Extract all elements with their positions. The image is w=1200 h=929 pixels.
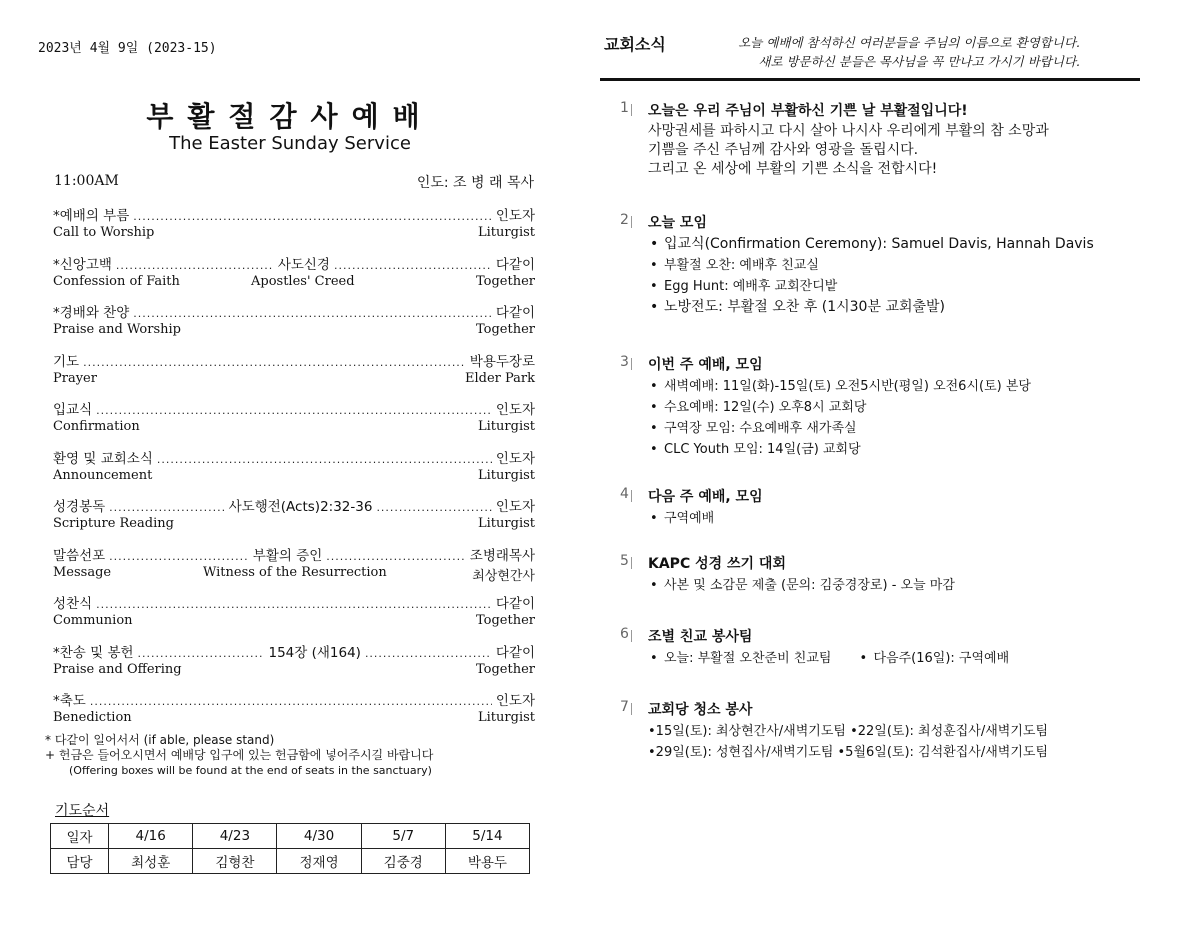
dot-leader xyxy=(376,501,491,514)
news-section-7 xyxy=(620,699,1048,763)
order-item-detail-english: Witness of the Resurrection xyxy=(203,564,387,580)
order-item-detail: 사도행전(Acts)2:32-36 xyxy=(228,499,373,515)
order-item-english: Communion xyxy=(53,613,133,628)
order-item-leader-english: 최상현간사 xyxy=(472,568,535,584)
dot-leader xyxy=(133,307,492,320)
news-section-5 xyxy=(620,553,955,596)
prayer-name-cell: 김중경 xyxy=(361,849,445,874)
order-item-leader-english: Elder Park xyxy=(464,370,535,386)
header-divider xyxy=(600,78,1140,81)
worship-order-page xyxy=(0,0,580,929)
list-item: • 노방전도: 부활절 오찬 후 (1시30분 교회출발) xyxy=(648,297,1094,318)
prayer-date-cell: 5/14 xyxy=(445,824,529,849)
list-item: • 사본 및 소감문 제출 (문의: 김중경장로) - 오늘 마감 xyxy=(648,575,955,596)
prayer-date-cell: 4/30 xyxy=(277,824,361,849)
order-item-leader: 다같이 xyxy=(495,305,535,321)
order-item-leader: 다같이 xyxy=(495,256,535,273)
news-section-2 xyxy=(620,212,1094,318)
order-item-korean: *예배의 부름 xyxy=(53,208,130,224)
news-section-3 xyxy=(620,354,1031,460)
section-number: 4 xyxy=(620,486,640,502)
order-item-detail: 사도신경 xyxy=(277,256,330,273)
order-item-korean: *경배와 찬양 xyxy=(53,305,130,321)
order-item-leader: 인도자 xyxy=(495,402,535,418)
order-item-leader-english: Together xyxy=(475,661,535,677)
order-item-korean: *축도 xyxy=(53,693,86,709)
order-item-leader-english: Together xyxy=(475,613,535,628)
news-section-6 xyxy=(620,626,1009,669)
order-item-leader: 인도자 xyxy=(495,693,535,709)
section-number: 7 xyxy=(620,699,640,715)
service-title-english: The Easter Sunday Service xyxy=(169,133,411,154)
order-item xyxy=(53,350,535,399)
body-line: 사망권세를 파하시고 다시 살아 나시사 우리에게 부활의 참 소망과 xyxy=(648,123,1049,139)
service-leader: 인도: 조 병 래 목사 xyxy=(416,175,534,191)
dot-leader xyxy=(90,695,492,708)
section-list xyxy=(648,376,1031,460)
list-item: • 구역예배 xyxy=(648,508,763,529)
list-item: • 구역장 모임: 수요예배후 새가족실 xyxy=(648,418,1031,439)
order-item xyxy=(53,447,535,496)
order-item xyxy=(53,204,535,253)
order-item-detail-english: Apostles' Creed xyxy=(251,273,355,289)
dot-leader xyxy=(109,550,249,563)
note-stand: * 다같이 일어서서 (if able, please stand) xyxy=(45,733,275,747)
service-notes xyxy=(45,733,433,778)
prayer-date-cell: 4/23 xyxy=(193,824,277,849)
dot-leader xyxy=(138,647,265,660)
prayer-date-cell: 4/16 xyxy=(109,824,193,849)
order-item-leader-english: Together xyxy=(475,322,535,337)
welcome-message xyxy=(710,33,1080,71)
order-of-worship xyxy=(53,204,535,738)
section-list xyxy=(648,575,955,596)
body-line: 그리고 온 세상에 부활의 기쁜 소식을 전합시다! xyxy=(648,161,938,177)
dot-leader xyxy=(365,647,492,660)
order-item-korean: 환영 및 교회소식 xyxy=(53,450,153,467)
news-section-1 xyxy=(620,100,1049,179)
list-item: • 새벽예배: 11일(화)-15일(토) 오전5시반(평일) 오전6시(토) 본당 xyxy=(648,376,1031,397)
order-item-leader-english: Liturgist xyxy=(478,419,535,434)
list-item: • Egg Hunt: 예배후 교회잔디밭 xyxy=(648,276,1094,297)
welcome-line-1: 오늘 예배에 참석하신 여러분들을 주님의 이름으로 환영합니다. xyxy=(738,35,1080,50)
order-item-english: Praise and Offering xyxy=(53,661,182,677)
prayer-name-cell: 담당 xyxy=(51,849,109,874)
prayer-schedule-table xyxy=(50,823,530,874)
prayer-date-cell: 일자 xyxy=(51,824,109,849)
order-item-detail: 154장 (새164) xyxy=(268,644,361,661)
list-item: • 수요예배: 12일(수) 오후8시 교회당 xyxy=(648,397,1031,418)
order-item xyxy=(53,398,535,447)
list-item: • 입교식(Confirmation Ceremony): Samuel Davis, Hannah Davis xyxy=(648,234,1094,255)
order-item-english: Announcement xyxy=(53,467,153,483)
order-item-english: Message xyxy=(53,564,112,580)
section-body xyxy=(648,122,1049,179)
prayer-schedule-dates-row xyxy=(51,824,530,849)
section-number: 6 xyxy=(620,626,640,642)
body-line: 기쁨을 주신 주님께 감사와 영광을 돌립시다. xyxy=(648,142,919,158)
section-heading: 오늘 모임 xyxy=(648,215,707,231)
section-number: 2 xyxy=(620,212,640,228)
section-heading: KAPC 성경 쓰기 대회 xyxy=(648,556,786,572)
section-heading: 조별 친교 봉사팀 xyxy=(648,629,753,645)
note-offering: + 헌금은 들어오시면서 예배당 입구에 있는 헌금함에 넣어주시길 바랍니다 xyxy=(45,748,434,762)
list-item: • 오늘: 부활절 오찬준비 친교팀 xyxy=(648,648,831,669)
dot-leader xyxy=(326,550,466,563)
order-item-leader: 박용두장로 xyxy=(469,353,535,370)
prayer-schedule-title: 기도순서 xyxy=(55,803,110,819)
order-item-leader-english: Liturgist xyxy=(478,467,535,483)
order-item-leader: 다같이 xyxy=(495,596,535,612)
dot-leader xyxy=(133,210,492,223)
prayer-name-cell: 박용두 xyxy=(445,849,529,874)
order-item-leader-english: Liturgist xyxy=(478,710,535,725)
order-item-leader: 조병래목사 xyxy=(469,547,535,564)
cleaning-row: •15일(토): 최상현간사/새벽기도팀 •22일(토): 최성훈집사/새벽기도팀 xyxy=(648,724,1049,739)
order-item xyxy=(53,592,535,641)
order-item-english: Confession of Faith xyxy=(53,273,180,289)
cleaning-row: •29일(토): 성현집사/새벽기도팀 •5월6일(토): 김석환집사/새벽기도팀 xyxy=(648,745,1049,760)
welcome-line-2: 새로 방문하신 분들은 목사님을 꼭 만나고 가시기 바랍니다. xyxy=(758,54,1080,69)
order-item-leader: 인도자 xyxy=(495,450,535,467)
order-item-english: Call to Worship xyxy=(53,225,155,240)
order-item-korean: *찬송 및 봉헌 xyxy=(53,644,134,661)
order-item-korean: 기도 xyxy=(53,353,80,370)
section-body xyxy=(648,721,1048,763)
dot-leader xyxy=(334,259,492,272)
prayer-date-cell: 5/7 xyxy=(361,824,445,849)
news-title: 교회소식 xyxy=(604,35,666,54)
order-item-korean: 입교식 xyxy=(53,402,93,418)
section-list xyxy=(648,508,763,529)
list-item: • 부활절 오찬: 예배후 친교실 xyxy=(648,255,1094,276)
dot-leader xyxy=(96,598,492,611)
section-number: 5 xyxy=(620,553,640,569)
order-item-korean: 말씀선포 xyxy=(53,547,106,564)
section-heading: 교회당 청소 봉사 xyxy=(648,702,753,718)
order-item-leader: 인도자 xyxy=(495,208,535,224)
prayer-schedule-names-row xyxy=(51,849,530,874)
order-item-leader-english: Together xyxy=(475,273,535,289)
order-item-leader: 다같이 xyxy=(495,644,535,661)
order-item xyxy=(53,253,535,302)
section-heading: 오늘은 우리 주님이 부활하신 기쁜 날 부활절입니다! xyxy=(648,103,968,119)
note-offering-english: (Offering boxes will be found at the end of seats in the sanctuary) xyxy=(69,764,432,777)
order-item xyxy=(53,495,535,544)
section-number: 3 xyxy=(620,354,640,370)
service-time: 11:00AM xyxy=(54,173,119,189)
dot-leader xyxy=(83,356,466,369)
order-item xyxy=(53,641,535,690)
section-heading: 다음 주 예배, 모임 xyxy=(648,489,763,505)
prayer-name-cell: 최성훈 xyxy=(109,849,193,874)
list-item: • CLC Youth 모임: 14일(금) 교회당 xyxy=(648,439,1031,460)
dot-leader xyxy=(109,501,224,514)
news-section-4 xyxy=(620,486,763,529)
order-item-detail: 부활의 증인 xyxy=(252,547,323,564)
order-item-leader-english: Liturgist xyxy=(478,516,535,531)
dot-leader xyxy=(116,259,274,272)
order-item-english: Confirmation xyxy=(53,419,140,434)
order-item-korean: 성경봉독 xyxy=(53,499,106,515)
order-item-english: Benediction xyxy=(53,710,132,725)
order-item-korean: 성찬식 xyxy=(53,596,93,612)
service-title-korean: 부활절감사예배 xyxy=(146,100,434,133)
section-list xyxy=(648,648,1009,669)
order-item-leader-english: Liturgist xyxy=(478,225,535,240)
bulletin-date: 2023년 4월 9일 (2023-15) xyxy=(38,41,217,56)
section-number: 1 xyxy=(620,100,640,116)
dot-leader xyxy=(157,453,492,466)
order-item-leader: 인도자 xyxy=(495,499,535,515)
section-heading: 이번 주 예배, 모임 xyxy=(648,357,763,373)
order-item-english: Scripture Reading xyxy=(53,516,174,531)
prayer-name-cell: 김형찬 xyxy=(193,849,277,874)
order-item-english: Praise and Worship xyxy=(53,322,181,337)
section-list xyxy=(648,234,1094,318)
order-item-english: Prayer xyxy=(53,370,97,386)
order-item xyxy=(53,301,535,350)
order-item-korean: *신앙고백 xyxy=(53,256,112,273)
church-news-page xyxy=(590,0,1200,929)
order-item xyxy=(53,689,535,738)
dot-leader xyxy=(96,404,492,417)
prayer-name-cell: 정재영 xyxy=(277,849,361,874)
order-item xyxy=(53,544,535,593)
list-item: • 다음주(16일): 구역예배 xyxy=(857,648,1009,669)
